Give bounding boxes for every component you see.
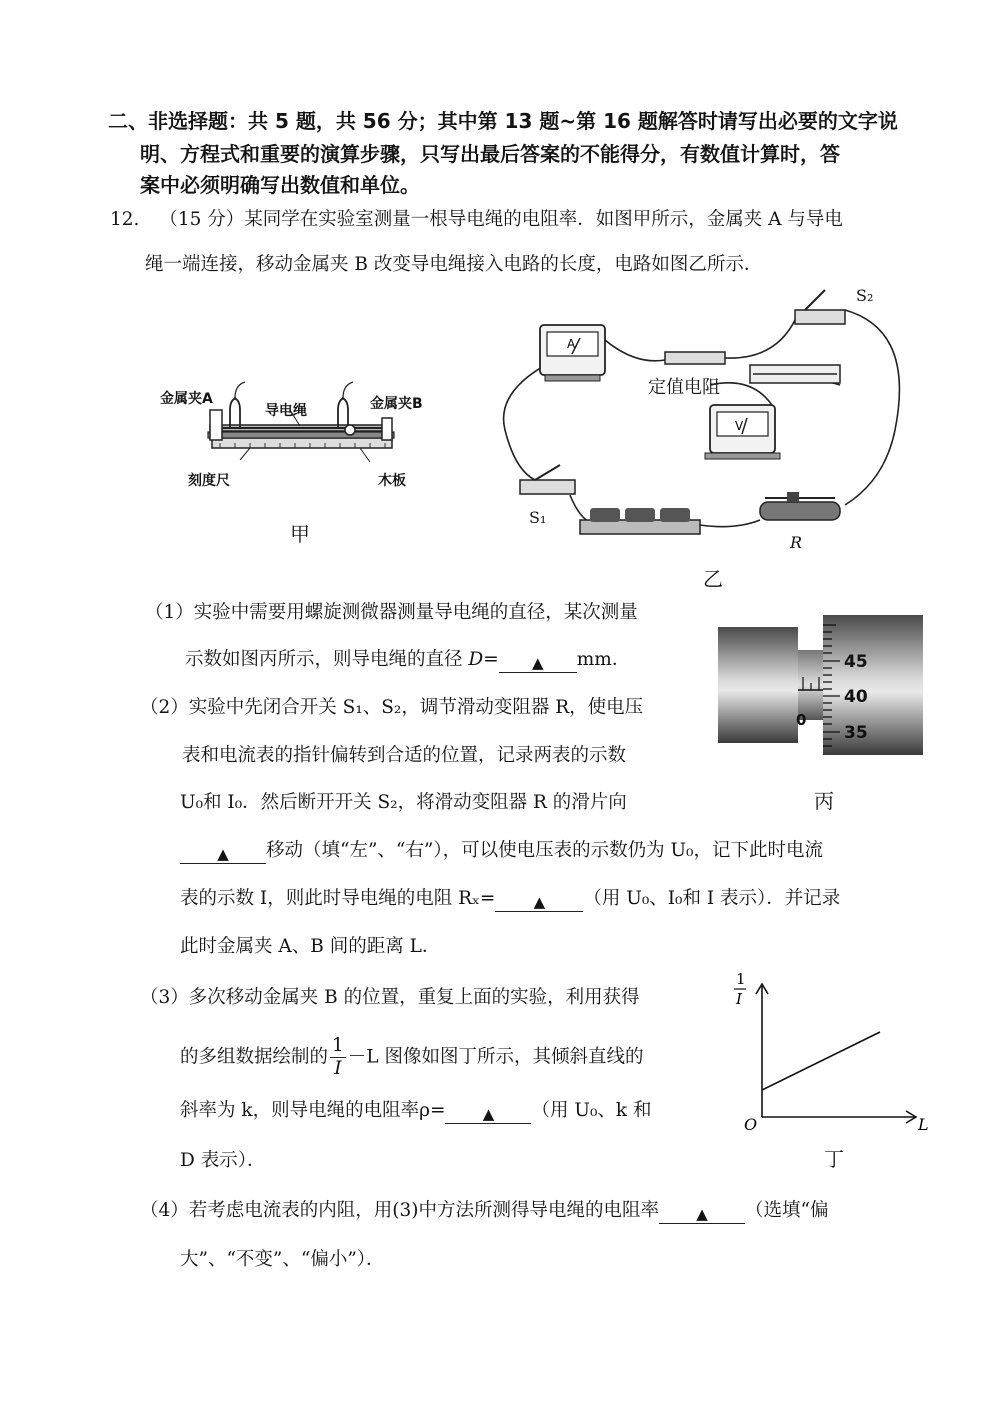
part2-line-2: 表和电流表的指针偏转到合适的位置，记录两表的示数 [182, 745, 627, 766]
answer-blank-diameter[interactable] [499, 650, 577, 673]
part3-text: －L 图像如图丁所示，其倾斜直线的 [347, 1046, 644, 1068]
part2-text: 表的示数 I，则此时导电绳的电阻 Rₓ= [180, 888, 496, 909]
section-heading-line-1: 二、非选择题：共 5 题，共 56 分；其中第 13 题~第 16 题解答时请写出必要的文字说 [108, 109, 898, 133]
part4-text: （4）若考虑电流表的内阻，用(3)中方法所测得导电绳的电阻率 [140, 1200, 659, 1221]
voltmeter-symbol: V [735, 419, 744, 433]
part3-line-2 [180, 1035, 643, 1080]
part2-text: 移动（填“左”、“右”），可以使电压表的示数仍为 U₀，记下此时电流 [266, 840, 823, 861]
x-axis-label: L [918, 1115, 929, 1134]
figure-bing-caption: 丙 [814, 789, 834, 813]
var-d: D [468, 649, 484, 670]
part2-line-1: （2）实验中先闭合开关 S₁、S₂，调节滑动变阻器 R，使电压 [140, 697, 644, 718]
question-intro-text: 某同学在实验室测量一根导电绳的电阻率．如图甲所示，金属夹 A 与导电 [244, 209, 843, 230]
fraction-denominator: I [334, 1058, 342, 1079]
part1-line-2 [185, 647, 630, 673]
figure-ding-caption: 丁 [824, 1147, 844, 1171]
label-ruler: 刻度尺 [188, 473, 230, 489]
figure-jia-caption: 甲 [290, 522, 310, 546]
part2-text: （用 U₀、I₀和 I 表示）．并记录 [583, 888, 841, 909]
part2-line-6: 此时金属夹 A、B 间的距离 L． [180, 936, 441, 957]
section-heading-line-3: 案中必须明确写出数值和单位。 [140, 173, 420, 197]
label-clip-a: 金属夹A [160, 391, 213, 407]
y-axis-denominator: I [736, 990, 742, 1008]
label-fixed-resistor: 定值电阻 [648, 377, 720, 398]
question-number: 12. [110, 209, 140, 230]
part3-text: （用 U₀、k 和 [531, 1100, 652, 1121]
part4-text: （选填“偏 [744, 1200, 829, 1221]
ammeter-symbol: A [567, 337, 576, 351]
part3-text: 的多组数据绘制的 [180, 1046, 329, 1068]
tick-35: 35 [844, 723, 868, 743]
answer-blank-error[interactable] [659, 1201, 745, 1224]
main-scale-zero: 0 [796, 711, 807, 729]
label-board: 木板 [378, 473, 406, 489]
figure-bing-micrometer [718, 615, 923, 755]
question-points: （15 分） [159, 209, 245, 230]
part1-text: 示数如图丙所示，则导电绳的直径 [185, 649, 469, 670]
question-12-intro-line-1 [110, 207, 843, 233]
part3-line-4: D 表示）． [180, 1150, 266, 1171]
answer-mark: ▲ [217, 845, 229, 863]
answer-mark: ▲ [533, 893, 546, 911]
answer-blank-resistivity[interactable] [445, 1101, 531, 1124]
origin-label: O [744, 1115, 758, 1134]
part2-line-4 [180, 838, 823, 864]
part3-line-3 [180, 1098, 651, 1124]
answer-mark: ▲ [482, 1105, 495, 1123]
label-s1: S₁ [529, 508, 547, 527]
section-heading-line-2: 明、方程式和重要的演算步骤，只写出最后答案的不能得分，有数值计算时，答 [140, 142, 840, 166]
answer-mark: ▲ [696, 1205, 708, 1223]
tick-40: 40 [844, 687, 868, 707]
answer-blank-resistance[interactable] [495, 889, 583, 912]
equals: = [483, 649, 499, 670]
part1-line-1: （1）实验中需要用螺旋测微器测量导电绳的直径，某次测量 [145, 602, 638, 623]
label-rope: 导电绳 [265, 403, 307, 419]
unit-mm: mm． [576, 649, 631, 670]
answer-mark: ▲ [531, 654, 544, 672]
tick-45: 45 [844, 652, 868, 672]
fraction-one-over-i [330, 1035, 346, 1080]
label-rheostat-r: R [790, 533, 803, 552]
part4-line-1 [140, 1198, 828, 1224]
figure-ding-graph [730, 970, 935, 1135]
label-clip-b: 金属夹B [370, 396, 423, 412]
figure-yi-circuit [495, 280, 935, 550]
part2-line-3: U₀和 I₀．然后断开开关 S₂，将滑动变阻器 R 的滑片向 [180, 792, 627, 813]
y-axis-numerator: 1 [736, 970, 746, 988]
part3-line-1: （3）多次移动金属夹 B 的位置，重复上面的实验，利用获得 [140, 987, 640, 1008]
answer-blank-direction[interactable] [180, 841, 266, 864]
part4-line-2: 大”、“不变”、“偏小”）． [180, 1249, 385, 1270]
figure-yi-caption: 乙 [703, 567, 723, 591]
question-12-intro-line-2: 绳一端连接，移动金属夹 B 改变导电绳接入电路的长度，电路如图乙所示． [145, 254, 763, 275]
part3-text: 斜率为 k，则导电绳的电阻率ρ= [180, 1100, 446, 1121]
label-s2: S₂ [856, 286, 874, 305]
part2-line-5 [180, 886, 840, 912]
fraction-numerator: 1 [332, 1035, 344, 1056]
